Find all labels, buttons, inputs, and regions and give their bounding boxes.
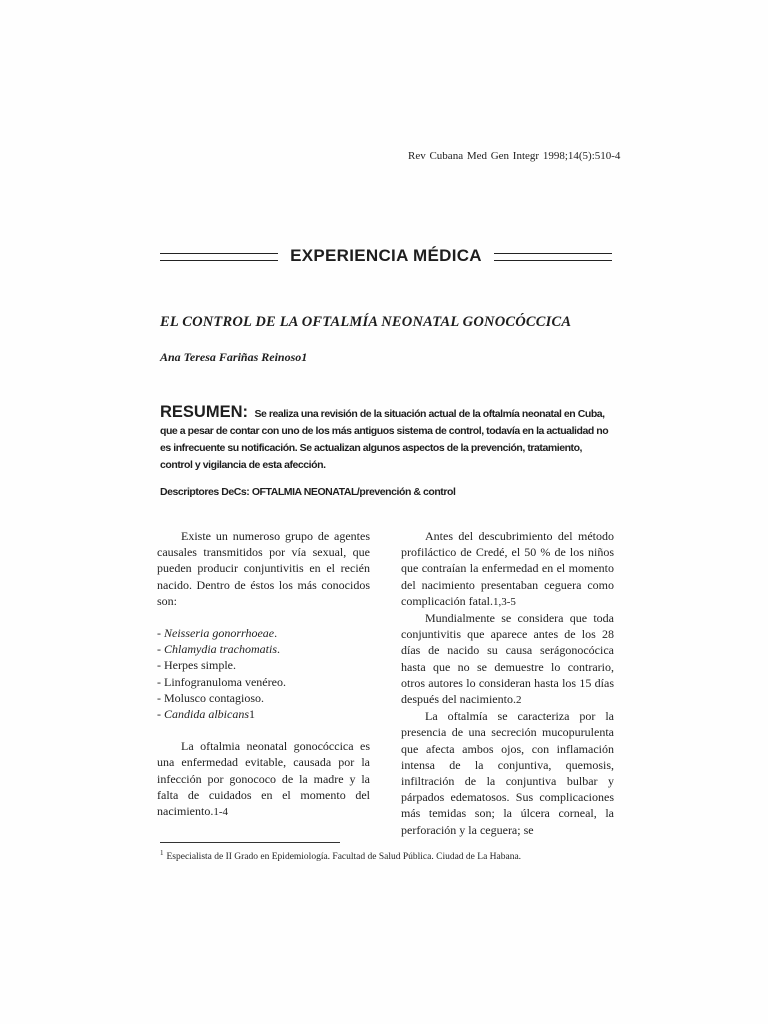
abstract-label: RESUMEN: [160,403,249,421]
reference: 1,3-5 [492,595,516,608]
list-item: - Molusco contagioso. [157,690,264,705]
abstract [160,404,614,474]
paragraph: Mundialmente se considera que toda conjuntivitis que aparece antes de los 28 días de nacido su causa serágonocócica hasta que no se demuestre lo contrario, otros autores lo consideran hasta los 15 días después del nacimiento.2 [401,611,614,707]
list-item: - Chlamydia trachomatis. [157,642,280,657]
keywords-text: OFTALMIA NEONATAL/prevención & control [251,486,456,498]
reference: 1-4 [213,806,228,819]
footnote-divider [160,842,340,843]
keywords [160,486,614,498]
list-item: - Neisseria gonorrhoeae. [157,626,278,641]
keywords-label: Descriptores DeCs: [160,486,250,498]
article-title: EL CONTROL DE LA OFTALMÍA NEONATAL GONOCÓCCICA [160,314,572,330]
paragraph: La oftalmía se caracteriza por la presencia de una secreción mucopurulenta que afecta ambos ojos, con inflamación intensa de la conjuntiva, quemosis, infiltración de la conjuntiva bulbar y párpados edematosos. Sus complicaciones más temidas son; la úlcera corneal, la perforación y la ceguera; se [401,709,614,837]
footnote-text: Especialista de II Grado en Epidemiología. Facultad de Salud Pública. Ciudad de La Habana. [166,852,522,863]
footnote [160,849,620,862]
journal-citation: Rev Cubana Med Gen Integr 1998;14(5):510-4 [408,150,621,162]
list-item: - Candida albicans1 [157,707,256,722]
body-column-left [157,528,370,820]
article-author: Ana Teresa Fariñas Reinoso1 [160,350,308,364]
body-column-right [401,528,614,838]
abstract-text: Se realiza una revisión de la situación actual de la oftalmía neonatal en Cuba, que a pesar de contar con uno de los más antiguos sistema de control, todavía en la actualidad no es infrecuente su notificación. Se actualizan algunos aspectos de la prevención, tratamiento, control y vigilancia de esta afección. [160,408,609,471]
section-title: EXPERIENCIA MÉDICA [290,246,482,265]
footnote-mark: 1 [160,849,164,857]
section-rule-right [494,253,612,261]
section-rule-left [160,253,278,261]
reference: 2 [515,694,522,707]
paragraph: Antes del descubrimiento del método profiláctico de Credé, el 50 % de los niños que contraían la enfermedad en el momento del nacimiento presentaban ceguera como complicación fatal.1,3-5 [401,529,614,608]
list-item: - Linfogranuloma venéreo. [157,674,286,689]
list-item: - Herpes simple. [157,658,236,673]
paragraph: La oftalmia neonatal gonocóccica es una enfermedad evitable, causada por la infección por gonococo de la madre y la falta de cuidados en el momento del nacimiento.1-4 [157,739,370,819]
agent-list [157,625,370,722]
section-heading [160,244,612,270]
paragraph: Existe un numeroso grupo de agentes causales transmitidos por vía sexual, que pueden producir conjuntivitis en el recién nacido. Dentro de éstos los más conocidos son: [157,529,370,608]
